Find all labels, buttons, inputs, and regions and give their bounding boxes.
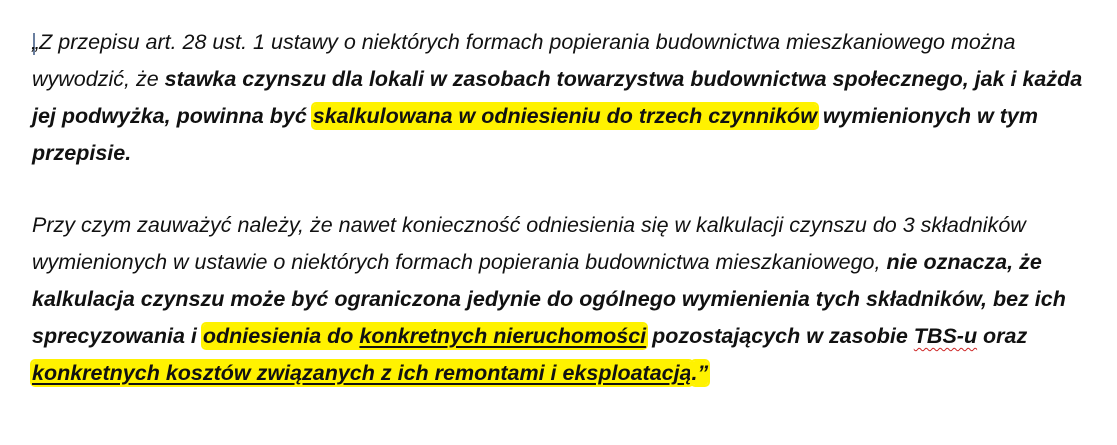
paragraph-1-highlighted-text: skalkulowana w odniesieniu do trzech czynników bbox=[312, 104, 817, 128]
quote-paragraph-2 bbox=[32, 207, 1107, 392]
closing-quote: .” bbox=[691, 361, 709, 385]
highlight-1-prefix: odniesienia do bbox=[202, 324, 360, 348]
paragraph-1-end: wymienionych w tym przepisie. bbox=[32, 104, 1038, 165]
paragraph-1-intro: „Z przepisu art. 28 ust. 1 ustawy o niektórych formach popierania budownictwa mieszkaniowego można wywodzić, że bbox=[32, 30, 1016, 91]
paragraph-1-bold-text: stawka czynszu dla lokali w zasobach towarzystwa budownictwa społecznego, jak i każda jej podwyżka, powinna być bbox=[32, 67, 1083, 128]
paragraph-2-bold-text: nie oznacza, że kalkulacja czynszu może być ograniczona jedynie do ogólnego wymienienia tych składników, bez ich sprecyzowania i bbox=[32, 250, 1066, 348]
underlined-properties: konkretnych nieruchomości bbox=[359, 324, 647, 348]
paragraph-2-intro: Przy czym zauważyć należy, że nawet konieczność odniesienia się w kalkulacji czynszu do 3 składników wymienionych w ustawie o niektórych formach popierania budownictwa mieszkaniowego, bbox=[32, 213, 1026, 274]
paragraph-2-highlight-1 bbox=[203, 324, 646, 348]
paragraph-2-middle-a: pozostających w zasobie bbox=[646, 324, 914, 348]
quote-paragraph-1 bbox=[32, 24, 1107, 172]
spellcheck-word-tbs: TBS-u bbox=[913, 324, 978, 348]
paragraph-2-highlight-2: konkretnych kosztów związanych z ich remontami i eksploatacją bbox=[32, 361, 692, 385]
paragraph-2-middle-b: oraz bbox=[977, 324, 1028, 348]
